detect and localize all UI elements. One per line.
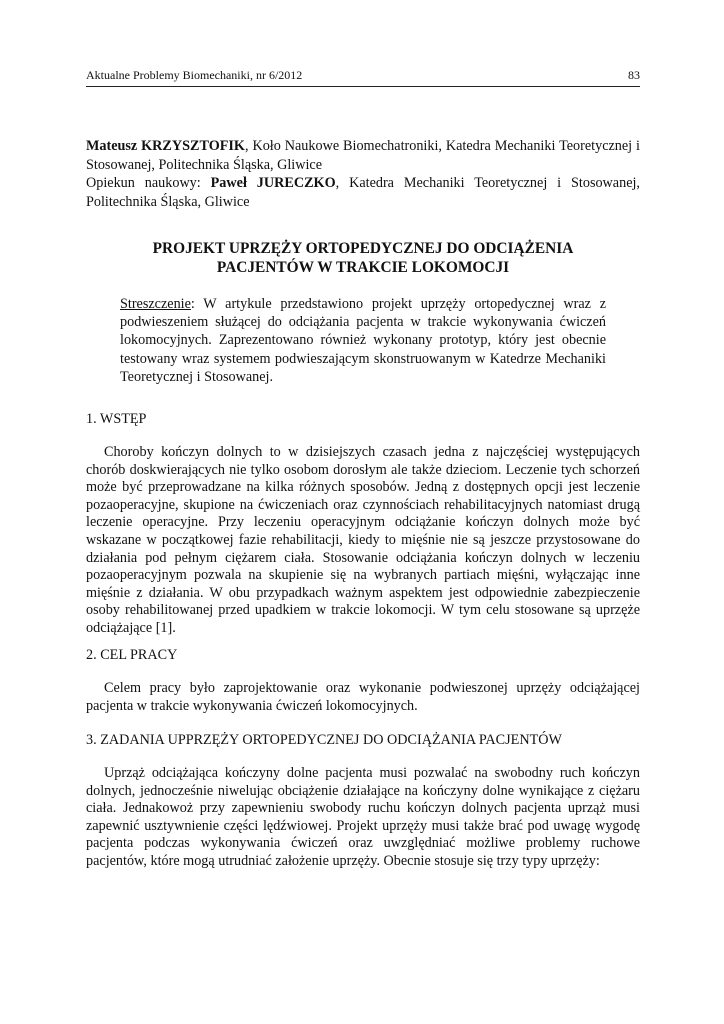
author-name: Mateusz KRZYSZTOFIK [86,138,245,154]
section-1-body: Choroby kończyn dolnych to w dzisiejszych czasach jedna z najczęściej występujących chorób doskwierających nie tylko osobom dorosłym ale także dzieciom. Leczenie tych schorzeń może być przeprowadzane na kilka różnych sposobów. Jedną z dostępnych opcji jest leczenie pozaoperacyjne, skupione na ćwiczeniach oraz czynnościach rehabilitacyjnych natomiast drugą leczenie operacyjne. Przy leczeniu operacyjnym odciążanie kończyn dolnych może być wskazane w początkowej fazie rehabilitacji, kiedy to mięśnie nie są jeszcze przystosowane do działania pod pełnym ciężarem ciała. Stosowanie odciążania kończyn dolnych w leczeniu pozaoperacyjnym pozwala na skupienie się na wybranych partiach mięśni, wyłączając inne mięśnie z działania. W obu przypadkach ważnym aspektem jest odpowiednie zabezpieczenie osoby rehabilitowanej przed upadkiem w trakcie lokomocji. W tym celu stosowane są uprzęże odciążające [1]. [86,444,640,636]
title-line-1: PROJEKT UPRZĘŻY ORTOPEDYCZNEJ DO ODCIĄŻENIA [152,240,574,257]
supervisor-affiliation: , Katedra Mechaniki Teoretycznej i Stosowanej, Politechnika Śląska, Gliwice [86,175,640,210]
section-1-heading: 1. WSTĘP [86,411,147,427]
running-header [86,66,640,87]
page-number: 83 [628,68,640,82]
section-2-body: Celem pracy było zaprojektowanie oraz wykonanie podwieszonej uprzęży odciążającej pacjenta w trakcie wykonywania ćwiczeń lokomocyjnych. [86,680,640,714]
section-2-heading: 2. CEL PRACY [86,647,178,663]
supervisor-label: Opiekun naukowy: [86,175,211,191]
author-affiliation: , Koło Naukowe Biomechatroniki, Katedra Mechaniki Teoretycznej i Stosowanej, Politechnika Śląska, Gliwice [86,138,640,173]
author-line [86,137,640,174]
supervisor-line [86,174,640,211]
title-line-2: PACJENTÓW W TRAKCIE LOKOMOCJI [216,259,510,276]
abstract-label: Streszczenie [120,296,191,312]
section-3-heading: 3. ZADANIA UPPRZĘŻY ORTOPEDYCZNEJ DO ODCIĄŻANIA PACJENTÓW [86,732,562,748]
abstract [120,295,606,386]
section-3-body: Uprząż odciążająca kończyny dolne pacjenta musi pozwalać na swobodny ruch kończyn dolnych, jednocześnie niwelując obciążenie działające na kończyny dolne wynikające z ciężaru ciała. Jednakowoż przy zapewnieniu swobody ruchu kończyn dolnych pacjenta uprząż musi zapewnić usztywnienie części lędźwiowej. Projekt uprzęży musi także brać pod uwagę wygodę pacjenta podczas wykonywania ćwiczeń oraz uwzględniać możliwe problemy ruchowe pacjentów, które mogą utrudniać założenie uprzęży. Obecnie stosuje się trzy typy uprzęży: [86,765,640,869]
paper-title [86,239,640,277]
author-block [86,137,640,211]
supervisor-name: Paweł JURECZKO [210,175,336,191]
abstract-text: : W artykule przedstawiono projekt uprzęży ortopedycznej wraz z podwieszeniem służącej do odciążania pacjenta w trakcie wykonywania ćwiczeń lokomocyjnych. Zaprezentowano również wykonany prototyp, który jest obecnie testowany wraz systemem podwieszającym skonstruowanym w Katedrze Mechaniki Teoretycznej i Stosowanej. [120,296,606,385]
journal-name: Aktualne Problemy Biomechaniki, nr 6/2012 [86,68,303,82]
